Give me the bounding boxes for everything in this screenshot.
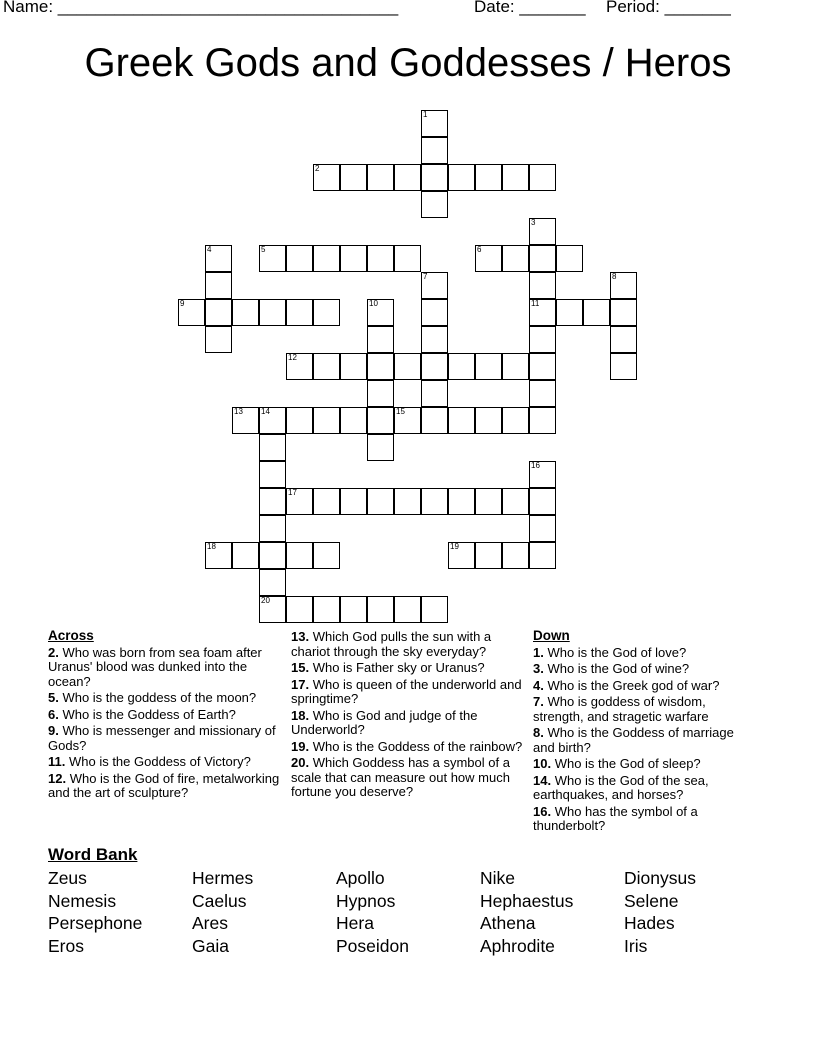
- crossword-cell[interactable]: [529, 326, 556, 353]
- crossword-cell[interactable]: [205, 542, 232, 569]
- crossword-cell[interactable]: [421, 596, 448, 623]
- word-bank-item: Eros: [48, 936, 84, 956]
- crossword-cell[interactable]: [448, 353, 475, 380]
- clue-item-text: Who is queen of the underworld and springtime?: [291, 676, 522, 706]
- clue-number: 14: [261, 407, 270, 416]
- crossword-cell[interactable]: [394, 407, 421, 434]
- crossword-cell[interactable]: [475, 245, 502, 272]
- crossword-cell[interactable]: [340, 164, 367, 191]
- crossword-cell[interactable]: [367, 596, 394, 623]
- down-heading: Down: [533, 628, 570, 643]
- clue-number: 3: [531, 218, 536, 227]
- word-bank-item: Zeus: [48, 868, 87, 888]
- clue-number: 9: [180, 299, 185, 308]
- crossword-cell[interactable]: [259, 407, 286, 434]
- clue-item: [291, 740, 523, 755]
- crossword-cell[interactable]: [367, 245, 394, 272]
- crossword-cell[interactable]: [367, 326, 394, 353]
- clue-number: 20: [261, 596, 270, 605]
- name-field-label[interactable]: Name: ____________________________________: [3, 0, 399, 16]
- crossword-cell[interactable]: [313, 164, 340, 191]
- clue-item: [291, 756, 523, 800]
- clue-item-text: Who is the God of fire, metalworking and the art of sculpture?: [48, 770, 280, 800]
- clue-item: [291, 678, 523, 707]
- clue-item-number: 3.: [533, 661, 544, 676]
- crossword-cell[interactable]: [259, 515, 286, 542]
- crossword-cell[interactable]: [610, 299, 637, 326]
- crossword-cell[interactable]: [313, 407, 340, 434]
- clue-item-text: Who was born from sea foam after Uranus' blood was dunked into the ocean?: [48, 644, 262, 689]
- word-bank-item: Nike: [480, 868, 516, 888]
- crossword-cell[interactable]: [259, 299, 286, 326]
- crossword-cell[interactable]: [610, 353, 637, 380]
- clue-item-number: 5.: [48, 690, 59, 705]
- clue-item-text: Who is messenger and missionary of Gods?: [48, 723, 276, 753]
- word-bank-item: Hephaestus: [480, 891, 574, 911]
- crossword-cell[interactable]: [313, 245, 340, 272]
- crossword-cell[interactable]: [205, 326, 232, 353]
- clue-item-number: 4.: [533, 677, 544, 693]
- crossword-cell[interactable]: [313, 542, 340, 569]
- crossword-cell[interactable]: [259, 596, 286, 623]
- crossword-cell[interactable]: [529, 407, 556, 434]
- clue-number: 1: [423, 110, 428, 119]
- crossword-cell[interactable]: [529, 515, 556, 542]
- down-clues: [533, 629, 745, 836]
- clue-item-number: 8.: [533, 725, 544, 740]
- word-bank-item: Persephone: [48, 913, 143, 933]
- crossword-cell[interactable]: [259, 569, 286, 596]
- crossword-cell[interactable]: [475, 164, 502, 191]
- clue-item: [291, 630, 523, 659]
- word-bank-item: Gaia: [192, 936, 229, 956]
- clue-number: 13: [234, 407, 243, 416]
- clue-number: 15: [396, 407, 405, 416]
- clue-number: 19: [450, 542, 459, 551]
- word-bank-item: Nemesis: [48, 891, 117, 911]
- crossword-cell[interactable]: [205, 245, 232, 272]
- across-clues-col2: [291, 630, 523, 802]
- crossword-cell[interactable]: [286, 596, 313, 623]
- crossword-cell[interactable]: [610, 272, 637, 299]
- crossword-cell[interactable]: [421, 326, 448, 353]
- crossword-cell[interactable]: [313, 353, 340, 380]
- crossword-cell[interactable]: [367, 434, 394, 461]
- clue-item: [533, 646, 745, 661]
- clue-item: [533, 805, 745, 834]
- clue-item-text: Who has the symbol of a thunderbolt?: [533, 803, 698, 833]
- crossword-cell[interactable]: [259, 461, 286, 488]
- crossword-cell[interactable]: [394, 488, 421, 515]
- crossword-cell[interactable]: [367, 299, 394, 326]
- clue-item: [291, 709, 523, 738]
- clue-item-text: Who is the Goddess of the rainbow?: [309, 738, 523, 754]
- clue-item: [533, 679, 745, 694]
- crossword-cell[interactable]: [448, 407, 475, 434]
- clue-number: 18: [207, 542, 216, 551]
- clue-item-number: 11.: [48, 754, 66, 769]
- crossword-cell[interactable]: [367, 353, 394, 380]
- word-bank-item: Poseidon: [336, 936, 409, 956]
- crossword-cell[interactable]: [421, 110, 448, 137]
- crossword-cell[interactable]: [421, 380, 448, 407]
- crossword-cell[interactable]: [448, 164, 475, 191]
- crossword-cell[interactable]: [475, 407, 502, 434]
- crossword-cell[interactable]: [475, 488, 502, 515]
- clue-item-text: Who is the God of sleep?: [551, 756, 701, 771]
- clue-number: 4: [207, 245, 212, 254]
- clue-item-text: Who is the Goddess of Earth?: [58, 706, 236, 722]
- crossword-cell[interactable]: [421, 488, 448, 515]
- crossword-cell[interactable]: [502, 407, 529, 434]
- clue-item-number: 1.: [533, 644, 544, 660]
- crossword-cell[interactable]: [529, 353, 556, 380]
- crossword-cell[interactable]: [286, 299, 313, 326]
- crossword-cell[interactable]: [340, 353, 367, 380]
- clue-item: [533, 662, 745, 677]
- crossword-cell[interactable]: [529, 218, 556, 245]
- clue-item-number: 16.: [533, 803, 552, 819]
- crossword-cell[interactable]: [286, 542, 313, 569]
- clue-item-number: 14.: [533, 772, 552, 788]
- crossword-cell[interactable]: [421, 191, 448, 218]
- word-bank-item: Hermes: [192, 868, 254, 888]
- clue-item: [533, 726, 745, 755]
- crossword-cell[interactable]: [529, 245, 556, 272]
- crossword-cell[interactable]: [367, 407, 394, 434]
- clue-item: [291, 661, 523, 676]
- crossword-cell[interactable]: [421, 299, 448, 326]
- clue-number: 8: [612, 272, 617, 281]
- clue-item-text: Who is the God of wine?: [543, 661, 690, 676]
- crossword-cell[interactable]: [340, 596, 367, 623]
- crossword-cell[interactable]: [448, 542, 475, 569]
- word-bank-item: Caelus: [192, 891, 247, 911]
- crossword-cell[interactable]: [502, 542, 529, 569]
- crossword-cell[interactable]: [340, 245, 367, 272]
- clue-item-text: Who is goddess of wisdom, strength, and stragetic warfare: [533, 694, 709, 724]
- clue-item: [48, 755, 280, 770]
- crossword-cell[interactable]: [232, 542, 259, 569]
- clue-number: 12: [288, 353, 297, 362]
- crossword-cell[interactable]: [286, 488, 313, 515]
- crossword-cell[interactable]: [502, 164, 529, 191]
- clue-item-text: Who is the Goddess of Victory?: [65, 754, 251, 769]
- crossword-cell[interactable]: [394, 596, 421, 623]
- clue-number: 11: [531, 299, 540, 308]
- clue-item-text: Who is God and judge of the Underworld?: [291, 707, 478, 737]
- word-bank-item: Iris: [624, 936, 648, 956]
- clue-number: 7: [423, 272, 428, 281]
- clue-item: [48, 772, 280, 801]
- word-bank-item: Hera: [336, 913, 374, 933]
- crossword-cell[interactable]: [340, 407, 367, 434]
- clue-number: 2: [315, 164, 320, 173]
- clue-item-number: 10.: [533, 756, 552, 771]
- crossword-cell[interactable]: [529, 164, 556, 191]
- crossword-cell[interactable]: [259, 542, 286, 569]
- crossword-cell[interactable]: [529, 461, 556, 488]
- crossword-cell[interactable]: [259, 434, 286, 461]
- clue-item: [533, 757, 745, 772]
- period-field-label[interactable]: Period: _______: [606, 0, 731, 16]
- word-bank-item: Aphrodite: [480, 936, 555, 956]
- crossword-cell[interactable]: [394, 353, 421, 380]
- crossword-cell[interactable]: [367, 164, 394, 191]
- clue-item-text: Which God pulls the sun with a chariot through the sky everyday?: [291, 629, 492, 659]
- across-heading: Across: [48, 628, 94, 643]
- clue-item: [533, 774, 745, 803]
- crossword-cell[interactable]: [205, 299, 232, 326]
- crossword-cell[interactable]: [421, 272, 448, 299]
- clue-item-number: 7.: [533, 694, 544, 709]
- word-bank-heading: Word Bank: [48, 845, 138, 864]
- clue-number: 5: [261, 245, 266, 254]
- crossword-cell[interactable]: [313, 488, 340, 515]
- crossword-cell[interactable]: [502, 488, 529, 515]
- crossword-cell[interactable]: [556, 299, 583, 326]
- clue-number: 10: [369, 299, 378, 308]
- clue-item: [48, 691, 280, 706]
- clue-item: [48, 724, 280, 753]
- crossword-cell[interactable]: [556, 245, 583, 272]
- crossword-cell[interactable]: [313, 596, 340, 623]
- crossword-cell[interactable]: [259, 245, 286, 272]
- clue-number: 16: [531, 461, 540, 470]
- crossword-cell[interactable]: [421, 137, 448, 164]
- clue-item-text: Who is the Goddess of marriage and birth?: [533, 725, 734, 755]
- crossword-cell[interactable]: [421, 164, 448, 191]
- crossword-cell[interactable]: [205, 272, 232, 299]
- crossword-cell[interactable]: [178, 299, 205, 326]
- crossword-cell[interactable]: [232, 407, 259, 434]
- word-bank-item: Hades: [624, 913, 675, 933]
- clue-item-text: Who is the goddess of the moon?: [58, 690, 257, 705]
- clue-item-number: 9.: [48, 723, 59, 738]
- crossword-cell[interactable]: [232, 299, 259, 326]
- crossword-cell[interactable]: [448, 488, 475, 515]
- crossword-cell[interactable]: [421, 353, 448, 380]
- crossword-cell[interactable]: [367, 380, 394, 407]
- crossword-cell[interactable]: [475, 353, 502, 380]
- word-bank-item: Athena: [480, 913, 536, 933]
- word-bank-item: Ares: [192, 913, 228, 933]
- clue-item: [533, 695, 745, 724]
- crossword-cell[interactable]: [340, 488, 367, 515]
- clue-item-text: Who is the God of the sea, earthquakes, and horses?: [533, 772, 709, 802]
- clue-item-text: Who is the Greek god of war?: [543, 677, 720, 693]
- word-bank-item: Hypnos: [336, 891, 396, 911]
- page-title: Greek Gods and Goddesses / Heros: [84, 41, 732, 85]
- date-field-label[interactable]: Date: _______: [474, 0, 586, 16]
- crossword-cell[interactable]: [367, 488, 394, 515]
- word-bank-item: Selene: [624, 891, 679, 911]
- clue-item-number: 6.: [48, 706, 59, 722]
- word-bank-item: Apollo: [336, 868, 385, 888]
- clue-item: [48, 646, 280, 690]
- clue-item: [48, 708, 280, 723]
- crossword-cell[interactable]: [286, 245, 313, 272]
- crossword-cell[interactable]: [502, 353, 529, 380]
- clue-item-number: 18.: [291, 707, 310, 723]
- crossword-cell[interactable]: [421, 407, 448, 434]
- clue-item-number: 12.: [48, 770, 67, 786]
- clue-number: 17: [288, 488, 297, 497]
- clue-item-number: 15.: [291, 660, 310, 675]
- crossword-cell[interactable]: [529, 299, 556, 326]
- crossword-cell[interactable]: [313, 299, 340, 326]
- crossword-cell[interactable]: [610, 326, 637, 353]
- clue-item-text: Who is Father sky or Uranus?: [309, 660, 485, 675]
- clue-item-number: 19.: [291, 738, 310, 754]
- clue-item-text: Who is the God of love?: [543, 644, 687, 660]
- clue-item-text: Which Goddess has a symbol of a scale that can measure out how much fortune you deserve?: [291, 755, 510, 799]
- crossword-cell[interactable]: [529, 272, 556, 299]
- word-bank-item: Dionysus: [624, 868, 696, 888]
- crossword-cell[interactable]: [475, 542, 502, 569]
- crossword-cell[interactable]: [502, 245, 529, 272]
- crossword-cell[interactable]: [259, 488, 286, 515]
- crossword-cell[interactable]: [394, 164, 421, 191]
- clue-item-number: 2.: [48, 644, 59, 660]
- crossword-cell[interactable]: [394, 245, 421, 272]
- crossword-cell[interactable]: [583, 299, 610, 326]
- crossword-cell[interactable]: [286, 353, 313, 380]
- crossword-cell[interactable]: [286, 407, 313, 434]
- clue-item-number: 13.: [291, 629, 310, 644]
- clue-item-number: 20.: [291, 755, 310, 770]
- clue-item-number: 17.: [291, 676, 310, 692]
- crossword-cell[interactable]: [529, 542, 556, 569]
- clue-number: 6: [477, 245, 482, 254]
- across-clues-col1: [48, 629, 280, 803]
- crossword-cell[interactable]: [529, 380, 556, 407]
- crossword-cell[interactable]: [529, 488, 556, 515]
